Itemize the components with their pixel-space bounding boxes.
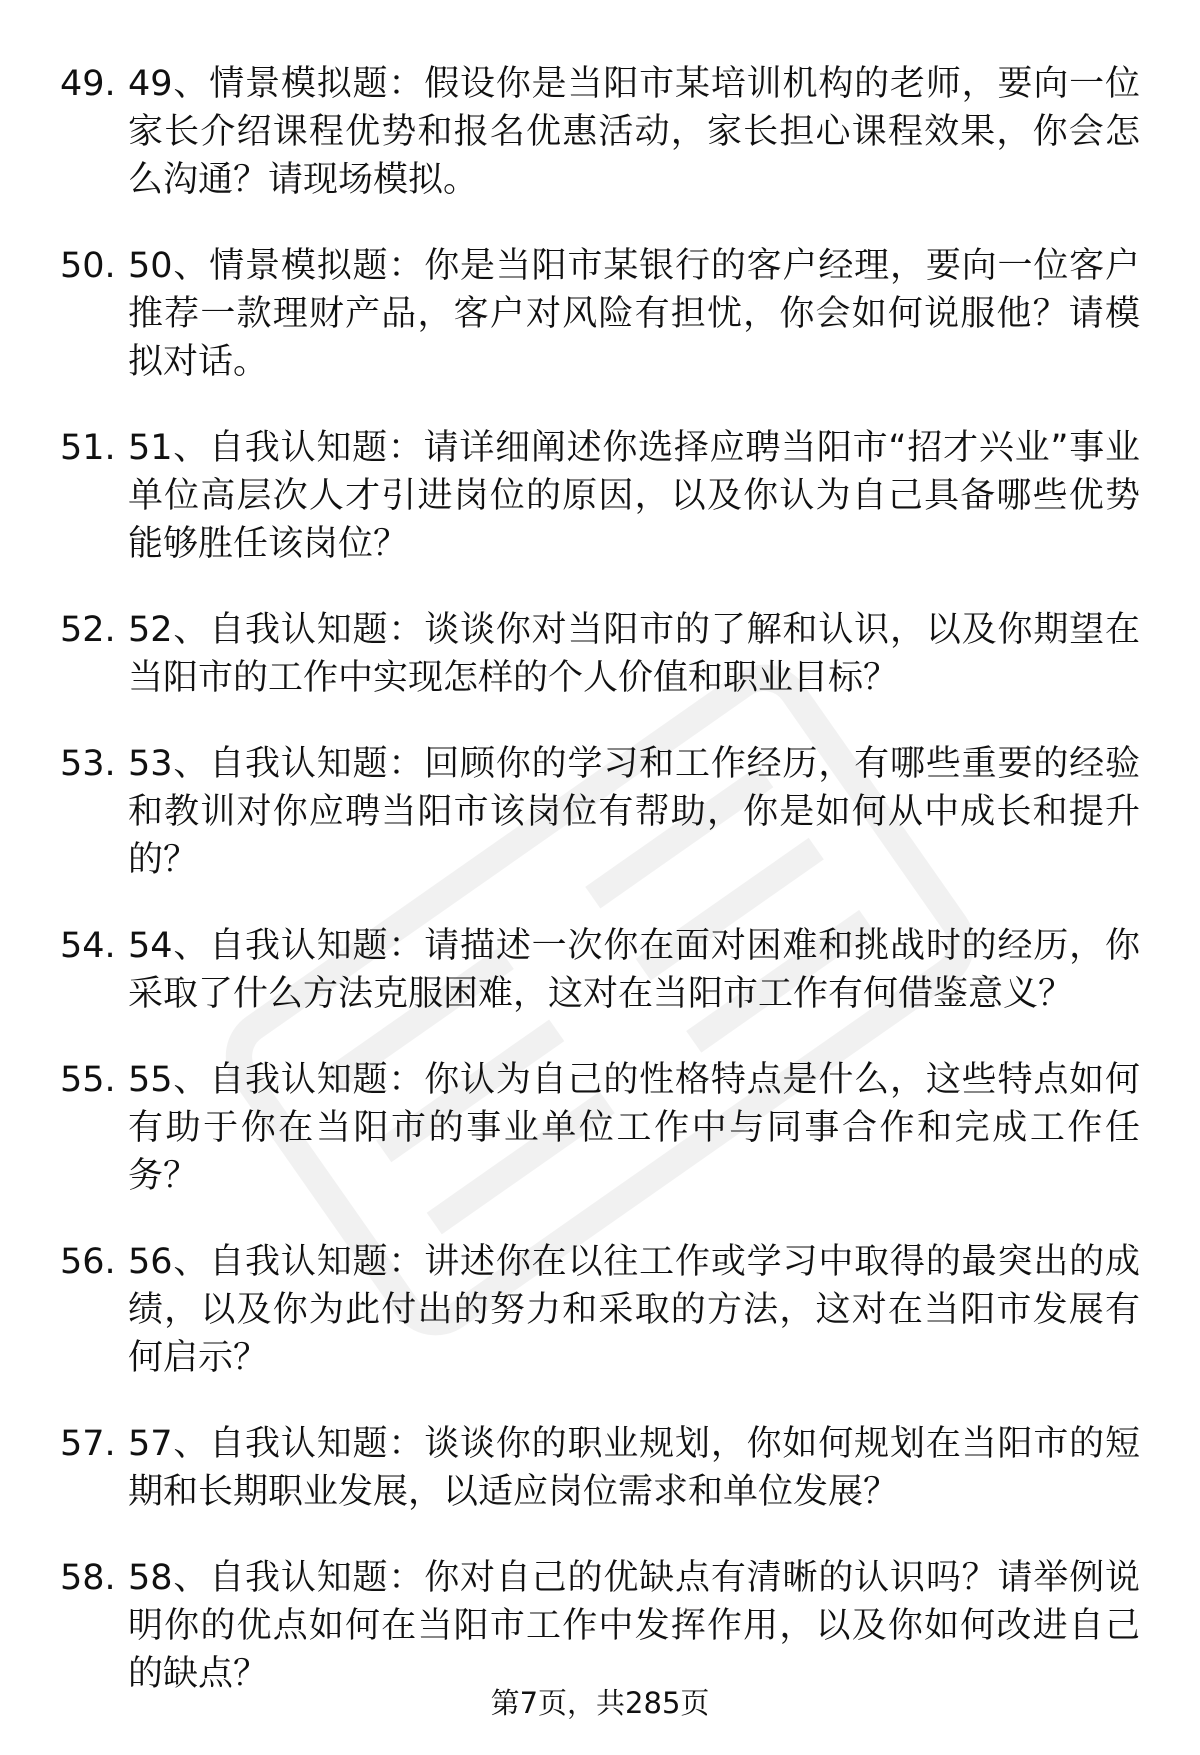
page-footer: 第7页，共285页: [490, 1686, 710, 1720]
question-text: 53、自我认知题：回顾你的学习和工作经历，有哪些重要的经验和教训对你应聘当阳市该岗位有帮助，你是如何从中成长和提升的？: [128, 744, 1140, 880]
question-number: 53.: [60, 744, 116, 784]
question-item: [60, 60, 1140, 204]
question-item: [60, 424, 1140, 568]
question-text: 56、自我认知题：讲述你在以往工作或学习中取得的最突出的成绩，以及你为此付出的努力和采取的方法，这对在当阳市发展有何启示？: [128, 1242, 1140, 1378]
question-item: [60, 242, 1140, 386]
question-text: 50、情景模拟题：你是当阳市某银行的客户经理，要向一位客户推荐一款理财产品，客户对风险有担忧，你会如何说服他？请模拟对话。: [128, 246, 1140, 382]
question-text: 52、自我认知题：谈谈你对当阳市的了解和认识，以及你期望在当阳市的工作中实现怎样的个人价值和职业目标？: [128, 610, 1140, 698]
question-text: 58、自我认知题：你对自己的优缺点有清晰的认识吗？请举例说明你的优点如何在当阳市工作中发挥作用，以及你如何改进自己的缺点？: [128, 1558, 1140, 1694]
question-item: [60, 1554, 1140, 1698]
question-item: [60, 922, 1140, 1018]
question-item: [60, 606, 1140, 702]
question-text: 54、自我认知题：请描述一次你在面对困难和挑战时的经历，你采取了什么方法克服困难，这对在当阳市工作有何借鉴意义？: [128, 926, 1140, 1014]
question-list: [60, 60, 1140, 1698]
question-number: 56.: [60, 1242, 116, 1282]
question-item: [60, 740, 1140, 884]
question-text: 51、自我认知题：请详细阐述你选择应聘当阳市“招才兴业”事业单位高层次人才引进岗位的原因，以及你认为自己具备哪些优势能够胜任该岗位？: [128, 428, 1140, 564]
question-item: [60, 1238, 1140, 1382]
question-text: 57、自我认知题：谈谈你的职业规划，你如何规划在当阳市的短期和长期职业发展，以适应岗位需求和单位发展？: [128, 1424, 1140, 1512]
question-number: 55.: [60, 1060, 116, 1100]
question-item: [60, 1056, 1140, 1200]
question-number: 50.: [60, 246, 116, 286]
question-number: 54.: [60, 926, 116, 966]
question-number: 58.: [60, 1558, 116, 1598]
question-item: [60, 1420, 1140, 1516]
question-number: 49.: [60, 64, 116, 104]
question-text: 55、自我认知题：你认为自己的性格特点是什么，这些特点如何有助于你在当阳市的事业单位工作中与同事合作和完成工作任务？: [128, 1060, 1140, 1196]
question-number: 52.: [60, 610, 116, 650]
question-text: 49、情景模拟题：假设你是当阳市某培训机构的老师，要向一位家长介绍课程优势和报名优惠活动，家长担心课程效果，你会怎么沟通？请现场模拟。: [128, 64, 1140, 200]
question-number: 57.: [60, 1424, 116, 1464]
question-number: 51.: [60, 428, 116, 468]
